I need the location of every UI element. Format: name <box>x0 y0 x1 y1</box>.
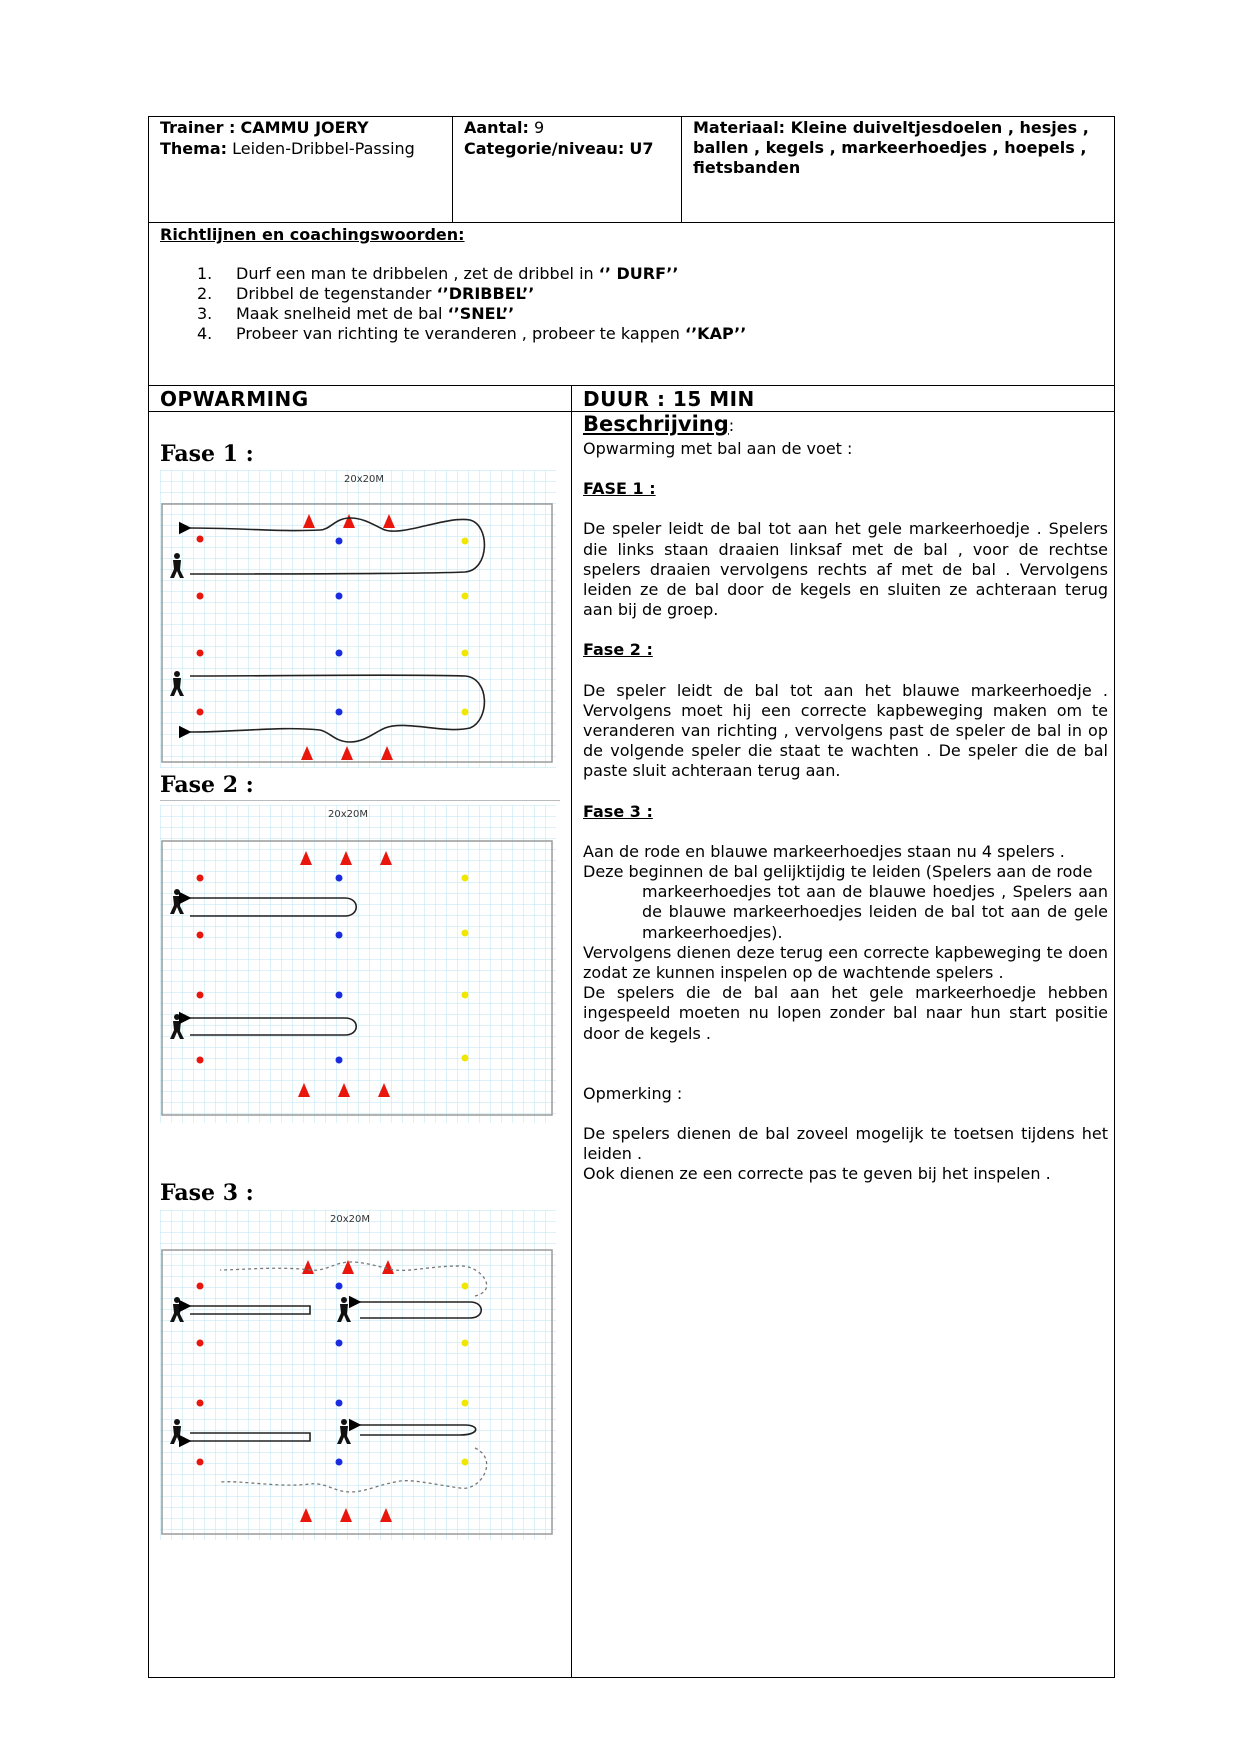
richtlijn-text: Maak snelheid met de bal <box>236 304 448 323</box>
fase2-diagram <box>160 805 556 1123</box>
fase1-field-label: 20x20M <box>344 474 384 485</box>
categorie-label: Categorie/niveau: <box>464 139 625 158</box>
fase2-text: De speler leidt de bal tot aan het blauwe markeerhoedje . Vervolgens moet hij een correcte kapbeweging maken om te veranderen van richting , vervolgens past de speler de bal in op de volgende speler die staat te wachten . De speler die de bal paste sluit achteraan terug aan. <box>583 680 1108 781</box>
aantal-label: Aantal: <box>464 118 529 137</box>
duur-header: DUUR : 15 MIN <box>583 387 755 411</box>
fase1-text: De speler leidt de bal tot aan het gele markeerhoedje . Spelers die links staan draaien linksaf met de bal , voor de rechtse spelers draaien vervolgens rechts af met de bal . Vervolgens leiden ze de bal door de kegels en sluiten ze achteraan terug aan bij de groep. <box>583 519 1108 620</box>
section-column-divider <box>571 385 572 1678</box>
aantal-value: 9 <box>534 118 545 137</box>
header-divider-1 <box>452 116 453 223</box>
beschrijving-heading <box>583 412 734 436</box>
intro-text: Opwarming met bal aan de voet : <box>583 439 853 458</box>
trainer-row <box>160 118 369 138</box>
richtlijn-keyword: ‘’SNEL’’ <box>447 304 515 323</box>
fase3-diagram <box>160 1210 556 1540</box>
richtlijnen-title: Richtlijnen en coachingswoorden: <box>160 225 465 244</box>
fase3-field-label: 20x20M <box>330 1214 370 1225</box>
beschrijving-body <box>583 439 1108 1185</box>
richtlijn-text: Durf een man te dribbelen , zet de dribbel in <box>236 264 599 283</box>
richtlijn-item <box>150 304 1050 324</box>
trainer-value: CAMMU JOERY <box>240 118 369 137</box>
richtlijn-keyword: ‘’DRIBBEL’’ <box>436 284 535 303</box>
fase3-heading: Fase 3 : <box>583 801 653 821</box>
aantal-row <box>464 118 544 138</box>
materiaal-value: Kleine duiveltjesdoelen , hesjes , ballen , kegels , markeerhoedjes , hoepels , fietsbanden <box>693 118 1089 177</box>
fase1-title: Fase 1 : <box>160 441 254 467</box>
richtlijn-keyword: ‘’ DURF’’ <box>598 264 679 283</box>
header-divider-2 <box>681 116 682 223</box>
materiaal-block <box>693 118 1108 178</box>
fase1-heading: FASE 1 : <box>583 479 656 499</box>
categorie-value: U7 <box>629 139 654 158</box>
fase2-divider <box>160 800 560 801</box>
fase3-line4: De spelers die de bal aan het gele markeerhoedje hebben ingespeeld moeten nu lopen zonder bal naar hun start positie door de kegels . <box>583 983 1108 1043</box>
richtlijn-num: 1. <box>197 264 213 283</box>
categorie-row <box>464 139 654 159</box>
richtlijn-item <box>150 284 1050 304</box>
opwarming-header: OPWARMING <box>160 387 309 411</box>
fase2-field-label: 20x20M <box>328 809 368 820</box>
richtlijn-item <box>150 264 1050 284</box>
richtlijn-num: 3. <box>197 304 213 323</box>
richtlijnen-list <box>150 264 1050 344</box>
fase3-line1: Aan de rode en blauwe markeerhoedjes staan nu 4 spelers . <box>583 841 1065 861</box>
fase3-line3: Vervolgens dienen deze terug een correcte kapbeweging te doen zodat ze kunnen inspelen op de wachtende spelers . <box>583 942 1108 983</box>
richtlijn-item <box>150 324 1050 344</box>
richtlijn-keyword: ‘’KAP’’ <box>685 324 747 343</box>
fase3-line2: Deze beginnen de bal gelijktijdig te leiden (Spelers aan de rode <box>583 862 1093 882</box>
opmerking-text1: De spelers dienen de bal zoveel mogelijk te toetsen tijdens het leiden . <box>583 1124 1108 1164</box>
fase3-indent: markeerhoedjes tot aan de blauwe hoedjes , Spelers aan de blauwe markeerhoedjes leiden de bal tot aan de gele markeerhoedjes). <box>642 882 1108 942</box>
opmerking-text2: Ook dienen ze een correcte pas te geven bij het inspelen . <box>583 1164 1051 1184</box>
richtlijn-num: 4. <box>197 324 213 343</box>
richtlijn-text: Probeer van richting te veranderen , probeer te kappen <box>236 324 686 343</box>
richtlijn-num: 2. <box>197 284 213 303</box>
fase3-title: Fase 3 : <box>160 1180 254 1206</box>
thema-value: Leiden-Dribbel-Passing <box>232 139 415 158</box>
beschrijving-title: Beschrijving <box>583 412 729 436</box>
richtlijn-text: Dribbel de tegenstander <box>236 284 437 303</box>
fase1-diagram <box>160 470 556 768</box>
thema-row <box>160 139 415 159</box>
fase2-title: Fase 2 : <box>160 772 254 798</box>
trainer-label: Trainer : <box>160 118 236 137</box>
thema-label: Thema: <box>160 139 228 158</box>
materiaal-label: Materiaal: <box>693 118 786 137</box>
fase2-heading: Fase 2 : <box>583 640 653 660</box>
opmerking-heading: Opmerking : <box>583 1083 683 1103</box>
beschrijving-colon: : <box>728 416 735 435</box>
